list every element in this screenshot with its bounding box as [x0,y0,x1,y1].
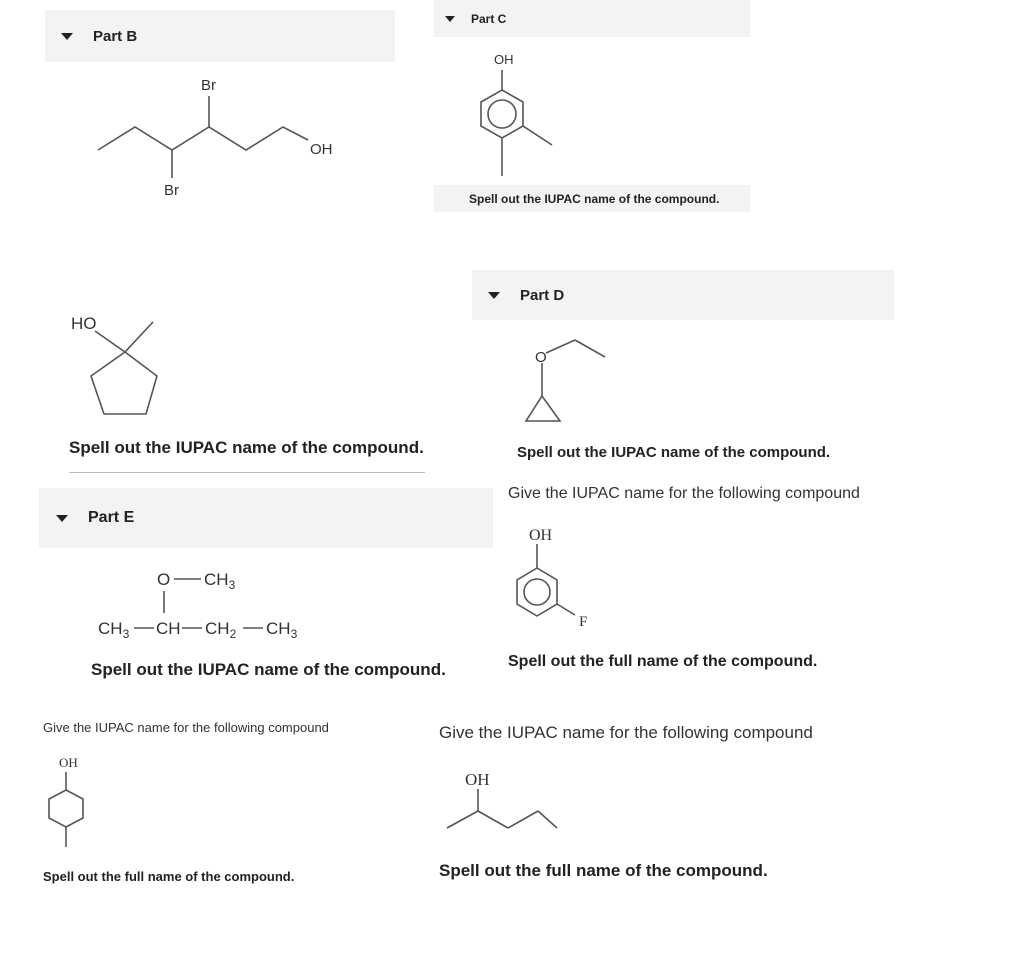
part-b-label: Part B [93,27,138,45]
group-ch2: $CH_2$ [205,619,237,641]
group-ch3-left: $CH_3$ [98,619,130,641]
cyclohexanol-instruction: Spell out the full name of the compound. [43,869,295,884]
atom-br-bottom: Br [164,182,179,199]
fluorophenol-instruction: Spell out the full name of the compound. [508,653,818,670]
part-c-header[interactable] [434,0,750,37]
cyclohexanol-prompt: Give the IUPAC name for the following compound [43,720,329,735]
collapse-triangle-icon[interactable] [488,292,500,299]
part-d-ether-structure [518,330,613,430]
methylcyclohexanol-structure [40,752,100,852]
atom-oh: OH [529,527,553,544]
part-b-instruction: Spell out the IUPAC name of the compound. [69,438,424,457]
part-b-cyclopentanol-structure [65,305,175,420]
part-e-condensed-formula [95,560,325,645]
collapse-triangle-icon[interactable] [445,16,455,22]
collapse-triangle-icon[interactable] [61,33,73,40]
atom-o: O [535,349,547,366]
part-c-instruction: Spell out the IUPAC name of the compound. [469,191,720,206]
atom-ho: HO [71,314,97,333]
butanol-structure [440,765,570,840]
group-ch3-top: $CH_3$ [204,570,236,592]
part-b-dibromo-alcohol-structure [90,70,360,205]
fluorophenol-prompt: Give the IUPAC name for the following compound [508,485,860,502]
part-c-dimethylphenol-structure [470,48,570,183]
part-e-instruction: Spell out the IUPAC name of the compound. [91,660,446,679]
collapse-triangle-icon[interactable] [56,515,68,522]
part-e-header[interactable] [39,488,493,548]
part-b-divider [69,472,425,473]
butanol-prompt: Give the IUPAC name for the following compound [439,723,813,742]
part-d-header[interactable] [472,270,894,320]
fluorophenol-structure [505,522,615,632]
part-b-header[interactable] [45,10,395,62]
part-e-label: Part E [88,509,135,526]
part-c-label: Part C [471,11,507,26]
atom-o: O [157,570,171,589]
atom-oh: OH [465,770,490,789]
part-d-instruction: Spell out the IUPAC name of the compound. [517,444,831,461]
group-ch: CH [156,619,181,638]
atom-oh: OH [310,141,333,158]
group-ch3-right: $CH_3$ [266,619,298,641]
atom-oh: OH [59,755,78,770]
atom-br-top: Br [201,77,216,94]
atom-f: F [579,614,588,630]
butanol-instruction: Spell out the full name of the compound. [439,861,768,880]
atom-oh: OH [494,52,514,67]
part-d-label: Part D [520,286,565,304]
part-c-footer-bar [434,185,750,212]
